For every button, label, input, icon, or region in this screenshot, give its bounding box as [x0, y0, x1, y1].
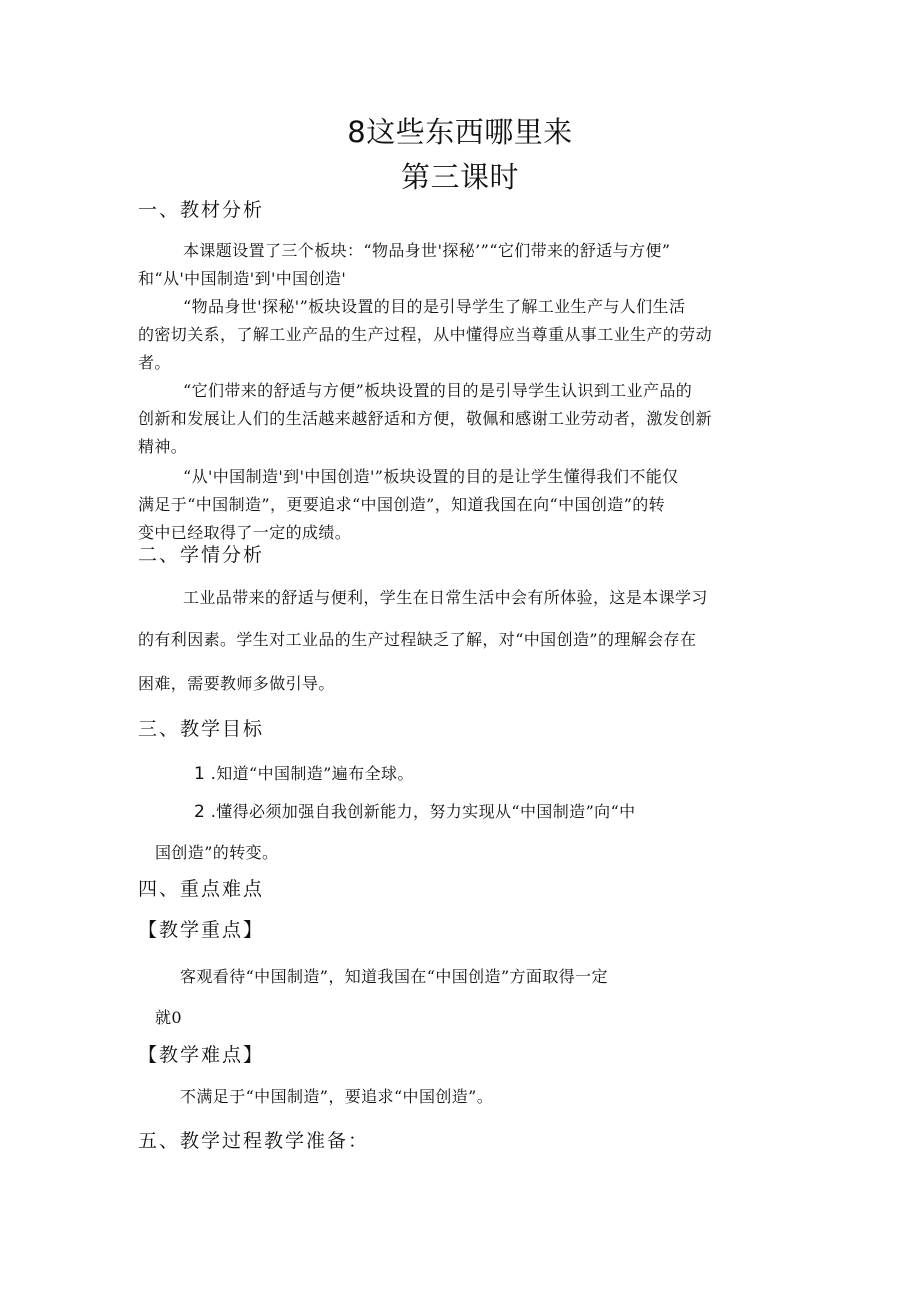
paragraph-line: “物品身世'探秘'”板块设置的目的是引导学生了解工业生产与人们生活 — [183, 297, 686, 316]
paragraph-line: 和“从'中国制造'到'中国创造' — [138, 269, 347, 288]
goal-item-2-continuation: 国创造”的转变。 — [155, 843, 279, 862]
document-title: 8这些东西哪里来 — [347, 115, 573, 149]
subheading-key-points: 【教学重点】 — [138, 919, 265, 941]
goal-item-1-text: .知道“中国制造”遍布全球。 — [210, 764, 414, 783]
paragraph-line: 精神。 — [138, 437, 188, 456]
paragraph-line: 客观看待“中国制造”，知道我国在“中国创造”方面取得一定 — [180, 967, 608, 986]
paragraph-line: 就0 — [155, 1008, 182, 1027]
section-heading-textbook-analysis: 一、教材分析 — [138, 199, 265, 221]
paragraph-line: 变中已经取得了一定的成绩。 — [138, 523, 352, 542]
paragraph-line: 创新和发展让人们的生活越来越舒适和方便，敬佩和感谢工业劳动者，激发创新 — [138, 409, 713, 428]
section-heading-key-difficult-points: 四、重点难点 — [138, 878, 265, 900]
goal-item-1 — [194, 759, 414, 789]
paragraph-line: 者。 — [138, 353, 171, 372]
paragraph-line: “从'中国制造'到'中国创造'”板块设置的目的是让学生懂得我们不能仅 — [183, 467, 679, 486]
subheading-difficult-points: 【教学难点】 — [138, 1044, 265, 1066]
section-heading-teaching-process: 五、教学过程教学准备： — [138, 1130, 370, 1152]
document-subtitle: 第三课时 — [400, 160, 519, 194]
goal-item-2-number: 2 — [194, 802, 206, 822]
paragraph-line: 困难，需要教师多做引导。 — [138, 674, 335, 693]
paragraph-line: 的密切关系，了解工业产品的生产过程，从中懂得应当尊重从事工业生产的劳动 — [138, 325, 713, 344]
paragraph-line: 不满足于“中国制造”，要追求“中国创造”。 — [180, 1087, 494, 1106]
section-heading-learner-analysis: 二、学情分析 — [138, 544, 265, 566]
paragraph-line: 本课题设置了三个板块：“物品身世'探秘’”“它们带来的舒适与方便” — [183, 241, 671, 260]
goal-item-2-text: .懂得必须加强自我创新能力，努力实现从“中国制造”向“中 — [210, 802, 636, 821]
goal-item-1-number: 1 — [194, 764, 206, 784]
paragraph-line: “它们带来的舒适与方便”板块设置的目的是引导学生认识到工业产品的 — [183, 381, 693, 400]
paragraph-line: 满足于“中国制造”，更要追求“中国创造”，知道我国在向“中国创造”的转 — [138, 495, 666, 514]
paragraph-line: 的有利因素。学生对工业品的生产过程缺乏了解，对“中国创造”的理解会存在 — [138, 630, 697, 649]
goal-item-2 — [194, 797, 636, 827]
section-heading-teaching-goals: 三、教学目标 — [138, 718, 265, 740]
paragraph-line: 工业品带来的舒适与便利，学生在日常生活中会有所体验，这是本课学习 — [183, 588, 708, 607]
